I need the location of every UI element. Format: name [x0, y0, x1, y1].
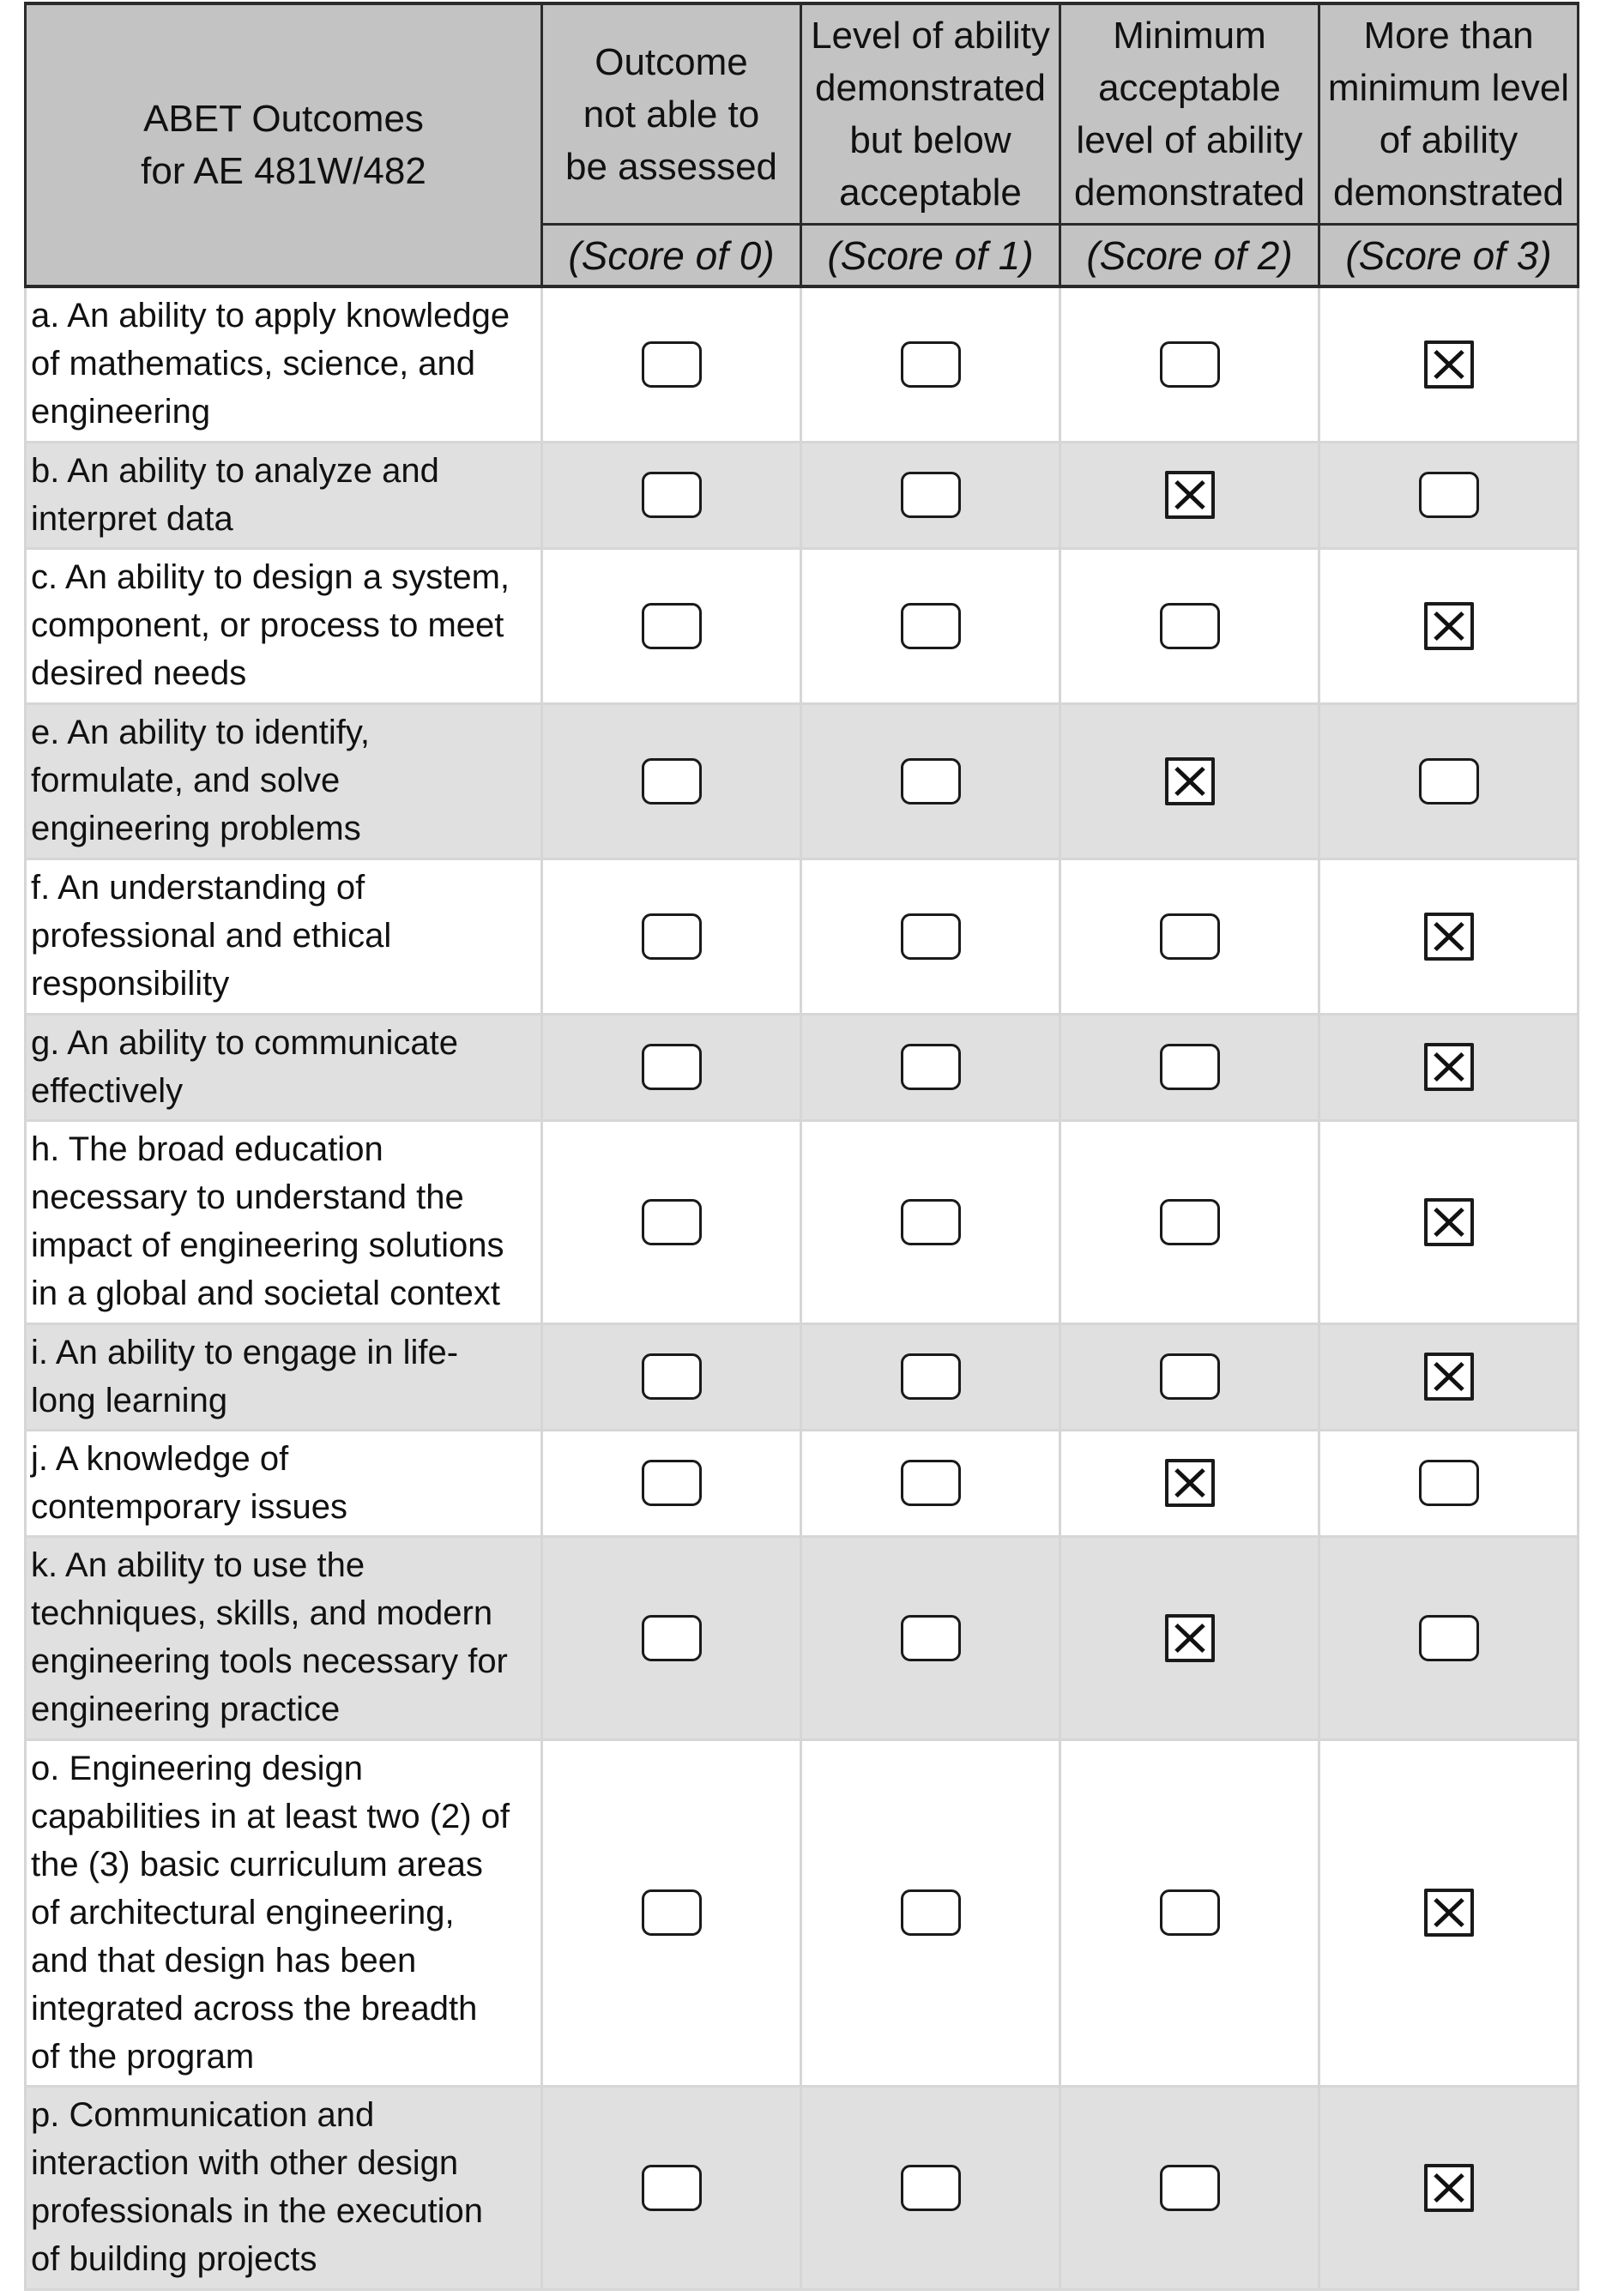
abet-outcomes-rubric — [24, 2, 1579, 2291]
outcome-description — [26, 1120, 542, 1323]
x-mark-stroke — [1435, 1208, 1463, 1235]
score-2-header-line: demonstrated — [1073, 172, 1306, 214]
x-mark-icon — [1428, 344, 1470, 385]
score-0-cell — [542, 1120, 801, 1323]
outcome-description — [26, 1430, 542, 1536]
empty-checkbox[interactable] — [642, 758, 702, 805]
outcome-text-line: techniques, skills, and modern — [31, 1594, 493, 1632]
outcome-text-line: c. An ability to design a system, — [31, 557, 510, 596]
empty-checkbox[interactable] — [642, 603, 702, 649]
empty-checkbox[interactable] — [1419, 1615, 1479, 1661]
outcome-text-line: contemporary issues — [31, 1487, 348, 1526]
x-mark-stroke — [1176, 1470, 1204, 1497]
x-mark-stroke — [1435, 923, 1463, 949]
score-3-cell — [1319, 1739, 1579, 2086]
score-0-cell — [542, 548, 801, 703]
outcome-row — [26, 1120, 1579, 1323]
outcome-text-line: interaction with other design — [31, 2143, 459, 2182]
score-0-cell — [542, 286, 801, 442]
empty-checkbox[interactable] — [1160, 1044, 1220, 1090]
outcome-description — [26, 859, 542, 1014]
score-3-cell — [1319, 1014, 1579, 1120]
score-0-cell — [542, 442, 801, 548]
score-2-cell — [1060, 1014, 1319, 1120]
checked-box-icon[interactable] — [1424, 2164, 1474, 2212]
score-2-header-line: acceptable — [1098, 67, 1281, 109]
empty-checkbox[interactable] — [1160, 1353, 1220, 1400]
outcome-description — [26, 1536, 542, 1739]
score-3-cell — [1319, 2086, 1579, 2289]
empty-checkbox[interactable] — [901, 1353, 961, 1400]
empty-checkbox[interactable] — [1160, 2165, 1220, 2211]
score-3-header-line: More than — [1363, 15, 1534, 57]
outcome-description — [26, 286, 542, 442]
checked-box-icon[interactable] — [1424, 340, 1474, 389]
score-1-header-line: demonstrated — [814, 67, 1047, 109]
score-0-cell — [542, 1739, 801, 2086]
score-2-cell — [1060, 442, 1319, 548]
outcome-text-line: long learning — [31, 1381, 228, 1419]
x-mark-stroke — [1176, 1624, 1204, 1651]
score-0-label: (Score of 0) — [542, 225, 801, 287]
score-3-cell — [1319, 1536, 1579, 1739]
x-mark-icon — [1428, 606, 1470, 647]
outcome-text-line: professionals in the execution — [31, 2191, 483, 2230]
score-3-header-line: minimum level — [1327, 67, 1570, 109]
outcomes-header-line: for AE 481W/482 — [141, 150, 426, 192]
empty-checkbox[interactable] — [1160, 603, 1220, 649]
outcome-text-line: engineering — [31, 393, 211, 431]
outcome-text-line: b. An ability to analyze and — [31, 451, 439, 490]
score-1-cell — [801, 286, 1060, 442]
score-1-header-line: but below — [849, 119, 1011, 161]
outcome-description — [26, 1739, 542, 2086]
score-2-cell — [1060, 1536, 1319, 1739]
x-mark-stroke — [1435, 2174, 1463, 2201]
outcome-text-line: the (3) basic curriculum areas — [31, 1845, 483, 1883]
score-2-cell — [1060, 1430, 1319, 1536]
empty-checkbox[interactable] — [642, 1044, 702, 1090]
x-mark-stroke — [1435, 1054, 1463, 1081]
x-mark-icon — [1428, 1046, 1470, 1088]
empty-checkbox[interactable] — [1419, 1460, 1479, 1506]
outcome-text-line: desired needs — [31, 654, 247, 692]
outcome-text-line: responsibility — [31, 964, 230, 1003]
x-mark-stroke — [1435, 1900, 1463, 1926]
x-mark-icon — [1168, 1462, 1211, 1504]
outcome-row — [26, 703, 1579, 859]
score-3-cell — [1319, 703, 1579, 859]
checked-box-icon[interactable] — [1165, 757, 1215, 805]
score-3-cell — [1319, 548, 1579, 703]
checked-box-icon[interactable] — [1424, 913, 1474, 961]
outcome-text-line: component, or process to meet — [31, 606, 504, 644]
score-2-cell — [1060, 1120, 1319, 1323]
empty-checkbox[interactable] — [642, 472, 702, 518]
outcome-text-line: p. Communication and — [31, 2095, 375, 2134]
x-mark-icon — [1168, 1618, 1211, 1659]
score-1-header-line: Level of ability — [811, 15, 1050, 57]
score-3-header-line: demonstrated — [1332, 172, 1565, 214]
score-0-cell — [542, 1014, 801, 1120]
score-2-header-line: level of ability — [1076, 119, 1303, 161]
score-2-header-line: Minimum — [1113, 15, 1266, 57]
x-mark-icon — [1428, 2167, 1470, 2209]
outcome-text-line: and that design has been — [31, 1941, 417, 1980]
empty-checkbox[interactable] — [642, 1460, 702, 1506]
outcome-text-line: engineering practice — [31, 1690, 341, 1728]
empty-checkbox[interactable] — [901, 1044, 961, 1090]
checked-box-icon[interactable] — [1424, 602, 1474, 650]
empty-checkbox[interactable] — [901, 758, 961, 805]
score-2-cell — [1060, 859, 1319, 1014]
score-1-cell — [801, 1323, 1060, 1430]
outcome-text-line: o. Engineering design — [31, 1749, 363, 1787]
empty-checkbox[interactable] — [901, 1889, 961, 1936]
score-0-header-line: Outcome — [595, 40, 748, 83]
outcome-row — [26, 548, 1579, 703]
score-1-label: (Score of 1) — [801, 225, 1060, 287]
empty-checkbox[interactable] — [1419, 472, 1479, 518]
outcome-row — [26, 1739, 1579, 2086]
x-mark-icon — [1428, 1202, 1470, 1243]
outcome-text-line: in a global and societal context — [31, 1274, 501, 1312]
outcome-text-line: of architectural engineering, — [31, 1893, 455, 1931]
score-0-header-line: be assessed — [565, 145, 778, 188]
empty-checkbox[interactable] — [1160, 341, 1220, 388]
score-0-cell — [542, 2086, 801, 2289]
outcome-text-line: f. An understanding of — [31, 868, 365, 907]
outcome-description — [26, 548, 542, 703]
outcome-text-line: impact of engineering solutions — [31, 1226, 504, 1264]
outcome-row — [26, 442, 1579, 548]
outcome-text-line: formulate, and solve — [31, 761, 341, 799]
score-2-label: (Score of 2) — [1060, 225, 1319, 287]
empty-checkbox[interactable] — [642, 2165, 702, 2211]
x-mark-stroke — [1176, 768, 1204, 794]
outcome-row — [26, 1323, 1579, 1430]
outcome-description — [26, 1323, 542, 1430]
score-1-cell — [801, 2086, 1060, 2289]
empty-checkbox[interactable] — [1160, 1889, 1220, 1936]
outcome-description — [26, 1014, 542, 1120]
score-3-cell — [1319, 859, 1579, 1014]
x-mark-icon — [1428, 916, 1470, 957]
outcome-description — [26, 442, 542, 548]
empty-checkbox[interactable] — [1160, 1199, 1220, 1245]
outcome-text-line: necessary to understand the — [31, 1178, 464, 1216]
empty-checkbox[interactable] — [642, 341, 702, 388]
empty-checkbox[interactable] — [901, 2165, 961, 2211]
score-0-cell — [542, 1536, 801, 1739]
outcome-text-line: a. An ability to apply knowledge — [31, 297, 510, 334]
x-mark-icon — [1428, 1892, 1470, 1933]
empty-checkbox[interactable] — [642, 1199, 702, 1245]
outcome-text-line: h. The broad education — [31, 1130, 383, 1168]
score-3-cell — [1319, 1120, 1579, 1323]
checked-box-icon[interactable] — [1424, 1353, 1474, 1401]
checked-box-icon[interactable] — [1165, 1459, 1215, 1507]
empty-checkbox[interactable] — [901, 913, 961, 960]
score-3-column-header — [1319, 3, 1579, 225]
score-3-cell — [1319, 286, 1579, 442]
outcome-text-line: i. An ability to engage in life- — [31, 1333, 459, 1371]
x-mark-stroke — [1435, 351, 1463, 377]
empty-checkbox[interactable] — [901, 1460, 961, 1506]
empty-checkbox[interactable] — [1419, 758, 1479, 805]
outcome-text-line: professional and ethical — [31, 916, 392, 955]
score-1-cell — [801, 1014, 1060, 1120]
outcome-row — [26, 286, 1579, 442]
score-3-label: (Score of 3) — [1319, 225, 1579, 287]
outcome-row — [26, 1014, 1579, 1120]
x-mark-stroke — [1435, 1364, 1463, 1390]
x-mark-icon — [1428, 1356, 1470, 1397]
outcome-text-line: interpret data — [31, 499, 233, 538]
x-mark-stroke — [1435, 612, 1463, 639]
score-0-header-line: not able to — [583, 93, 760, 136]
outcome-text-line: e. An ability to identify, — [31, 713, 371, 751]
score-0-cell — [542, 859, 801, 1014]
score-3-cell — [1319, 1323, 1579, 1430]
score-2-cell — [1060, 2086, 1319, 2289]
checked-box-icon[interactable] — [1424, 1198, 1474, 1246]
empty-checkbox[interactable] — [901, 1615, 961, 1661]
score-1-column-header — [801, 3, 1060, 225]
outcomes-header-line: ABET Outcomes — [143, 98, 424, 140]
outcome-text-line: of building projects — [31, 2239, 317, 2278]
score-0-cell — [542, 703, 801, 859]
score-1-cell — [801, 859, 1060, 1014]
checked-box-icon[interactable] — [1424, 1889, 1474, 1937]
outcome-description — [26, 703, 542, 859]
x-mark-icon — [1168, 474, 1211, 515]
empty-checkbox[interactable] — [642, 1615, 702, 1661]
score-2-column-header — [1060, 3, 1319, 225]
empty-checkbox[interactable] — [1160, 913, 1220, 960]
score-3-cell — [1319, 442, 1579, 548]
outcome-row — [26, 2086, 1579, 2289]
score-0-column-header — [542, 3, 801, 225]
score-1-cell — [801, 548, 1060, 703]
score-2-cell — [1060, 1739, 1319, 2086]
score-1-cell — [801, 1739, 1060, 2086]
score-1-cell — [801, 1430, 1060, 1536]
rubric-body — [26, 286, 1579, 2289]
outcome-text-line: j. A knowledge of — [31, 1439, 289, 1478]
score-1-header-line: acceptable — [839, 172, 1022, 214]
outcome-text-line: capabilities in at least two (2) of — [31, 1797, 510, 1835]
empty-checkbox[interactable] — [901, 1199, 961, 1245]
outcome-text-line: k. An ability to use the — [31, 1546, 365, 1584]
checked-box-icon[interactable] — [1165, 471, 1215, 519]
score-3-cell — [1319, 1430, 1579, 1536]
score-2-cell — [1060, 703, 1319, 859]
x-mark-stroke — [1176, 482, 1204, 509]
outcomes-column-header — [26, 3, 542, 286]
empty-checkbox[interactable] — [642, 1353, 702, 1400]
outcome-text-line: engineering tools necessary for — [31, 1642, 508, 1680]
score-3-header-line: of ability — [1379, 119, 1518, 161]
score-2-cell — [1060, 548, 1319, 703]
outcome-description — [26, 2086, 542, 2289]
score-1-cell — [801, 1120, 1060, 1323]
empty-checkbox[interactable] — [642, 913, 702, 960]
outcome-row — [26, 859, 1579, 1014]
score-1-cell — [801, 442, 1060, 548]
empty-checkbox[interactable] — [901, 341, 961, 388]
outcome-text-line: effectively — [31, 1071, 184, 1110]
outcome-row — [26, 1430, 1579, 1536]
score-0-cell — [542, 1430, 801, 1536]
empty-checkbox[interactable] — [642, 1889, 702, 1936]
score-1-cell — [801, 703, 1060, 859]
score-1-cell — [801, 1536, 1060, 1739]
x-mark-icon — [1168, 761, 1211, 802]
score-0-cell — [542, 1323, 801, 1430]
outcome-text-line: g. An ability to communicate — [31, 1023, 459, 1062]
checked-box-icon[interactable] — [1165, 1614, 1215, 1662]
outcome-row — [26, 1536, 1579, 1739]
rubric-table — [24, 2, 1579, 2291]
outcome-text-line: of the program — [31, 2037, 255, 2076]
checked-box-icon[interactable] — [1424, 1043, 1474, 1091]
score-2-cell — [1060, 1323, 1319, 1430]
outcome-text-line: of mathematics, science, and — [31, 345, 476, 383]
score-2-cell — [1060, 286, 1319, 442]
outcome-text-line: integrated across the breadth — [31, 1989, 478, 2028]
empty-checkbox[interactable] — [901, 603, 961, 649]
outcome-text-line: engineering problems — [31, 809, 361, 847]
empty-checkbox[interactable] — [901, 472, 961, 518]
